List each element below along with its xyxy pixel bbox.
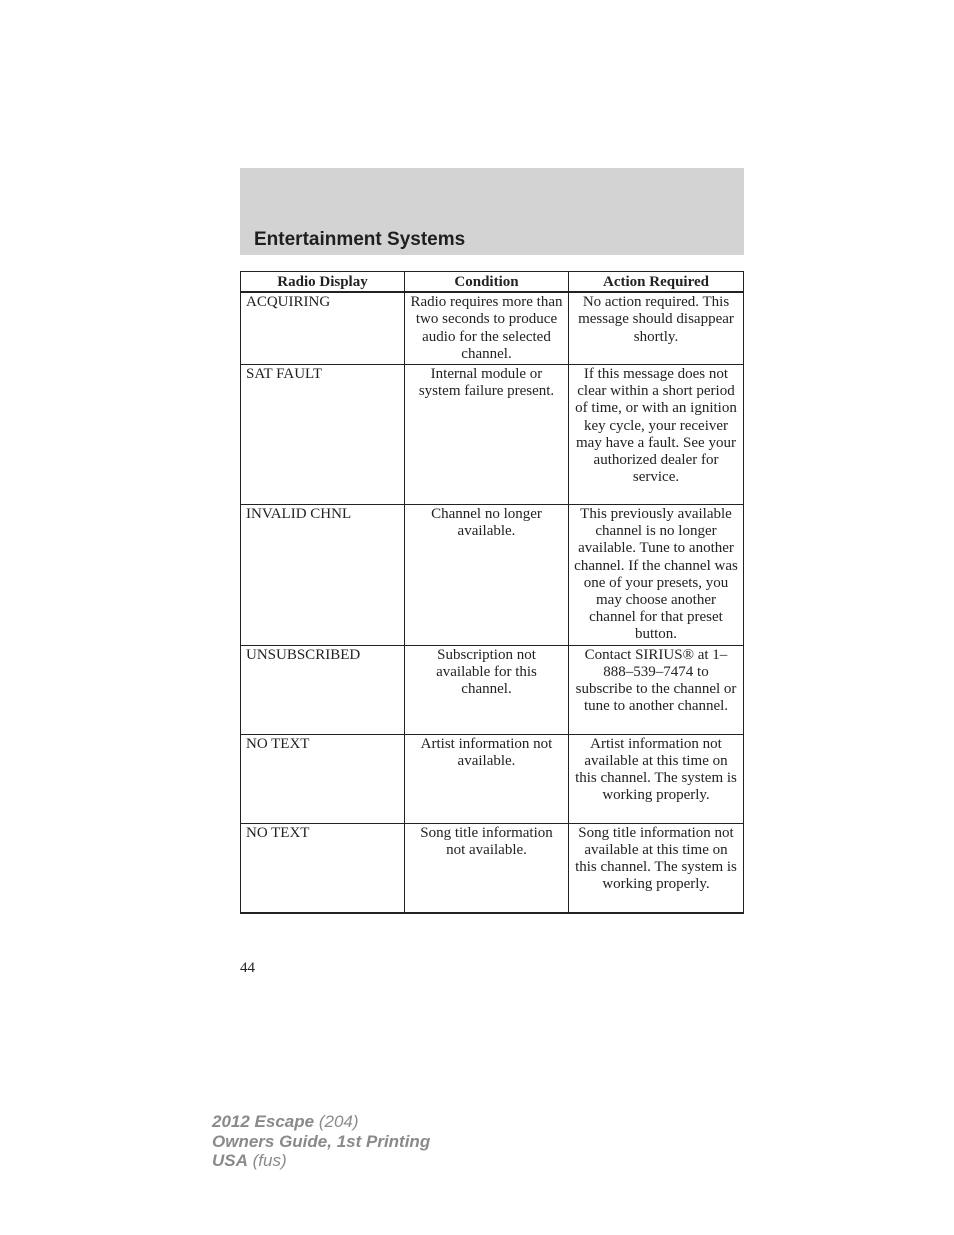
cell-action-required: If this message does not clear within a short period of time, or with an ignition key cycle, your receiver may have a fault. See your authorized dealer for service.	[569, 365, 744, 505]
cell-action-required: This previously available channel is no longer available. Tune to another channel. If the channel was one of your presets, you may choose another channel for that preset button.	[569, 505, 744, 646]
cell-radio-display: ACQUIRING	[241, 292, 405, 364]
section-header	[240, 168, 744, 255]
cell-radio-display: INVALID CHNL	[241, 505, 405, 646]
table-row	[241, 505, 744, 646]
header-condition: Condition	[405, 272, 569, 293]
table-row	[241, 734, 744, 823]
cell-condition: Radio requires more than two seconds to produce audio for the selected channel.	[405, 292, 569, 364]
footer-market-code: (fus)	[252, 1151, 287, 1170]
footer-market: USA	[212, 1151, 248, 1170]
cell-radio-display: NO TEXT	[241, 823, 405, 913]
cell-condition: Song title information not available.	[405, 823, 569, 913]
footer-edition: Owners Guide, 1st Printing	[212, 1131, 431, 1151]
cell-radio-display: NO TEXT	[241, 734, 405, 823]
table-row	[241, 292, 744, 364]
footer-line-market	[212, 1151, 430, 1171]
table-row	[241, 823, 744, 913]
cell-radio-display: SAT FAULT	[241, 365, 405, 505]
footer-line-edition	[212, 1132, 430, 1152]
cell-condition: Channel no longer available.	[405, 505, 569, 646]
document-footer	[212, 1112, 430, 1171]
cell-condition: Internal module or system failure present.	[405, 365, 569, 505]
footer-line-model	[212, 1112, 430, 1132]
radio-display-table	[240, 271, 744, 914]
section-title: Entertainment Systems	[254, 229, 466, 250]
cell-action-required: Artist information not available at this time on this channel. The system is working properly.	[569, 734, 744, 823]
footer-model: 2012 Escape	[212, 1112, 315, 1131]
cell-action-required: Contact SIRIUS® at 1–888–539–7474 to subscribe to the channel or tune to another channel.	[569, 645, 744, 734]
table-row	[241, 645, 744, 734]
cell-action-required: Song title information not available at this time on this channel. The system is working properly.	[569, 823, 744, 913]
page-number: 44	[240, 960, 255, 976]
table-row	[241, 365, 744, 505]
cell-radio-display: UNSUBSCRIBED	[241, 645, 405, 734]
header-radio-display: Radio Display	[241, 272, 405, 293]
table-header-row	[241, 272, 744, 293]
footer-model-code: (204)	[318, 1112, 359, 1131]
cell-condition: Subscription not available for this channel.	[405, 645, 569, 734]
cell-action-required: No action required. This message should disappear shortly.	[569, 292, 744, 364]
cell-condition: Artist information not available.	[405, 734, 569, 823]
header-action-required: Action Required	[569, 272, 744, 293]
